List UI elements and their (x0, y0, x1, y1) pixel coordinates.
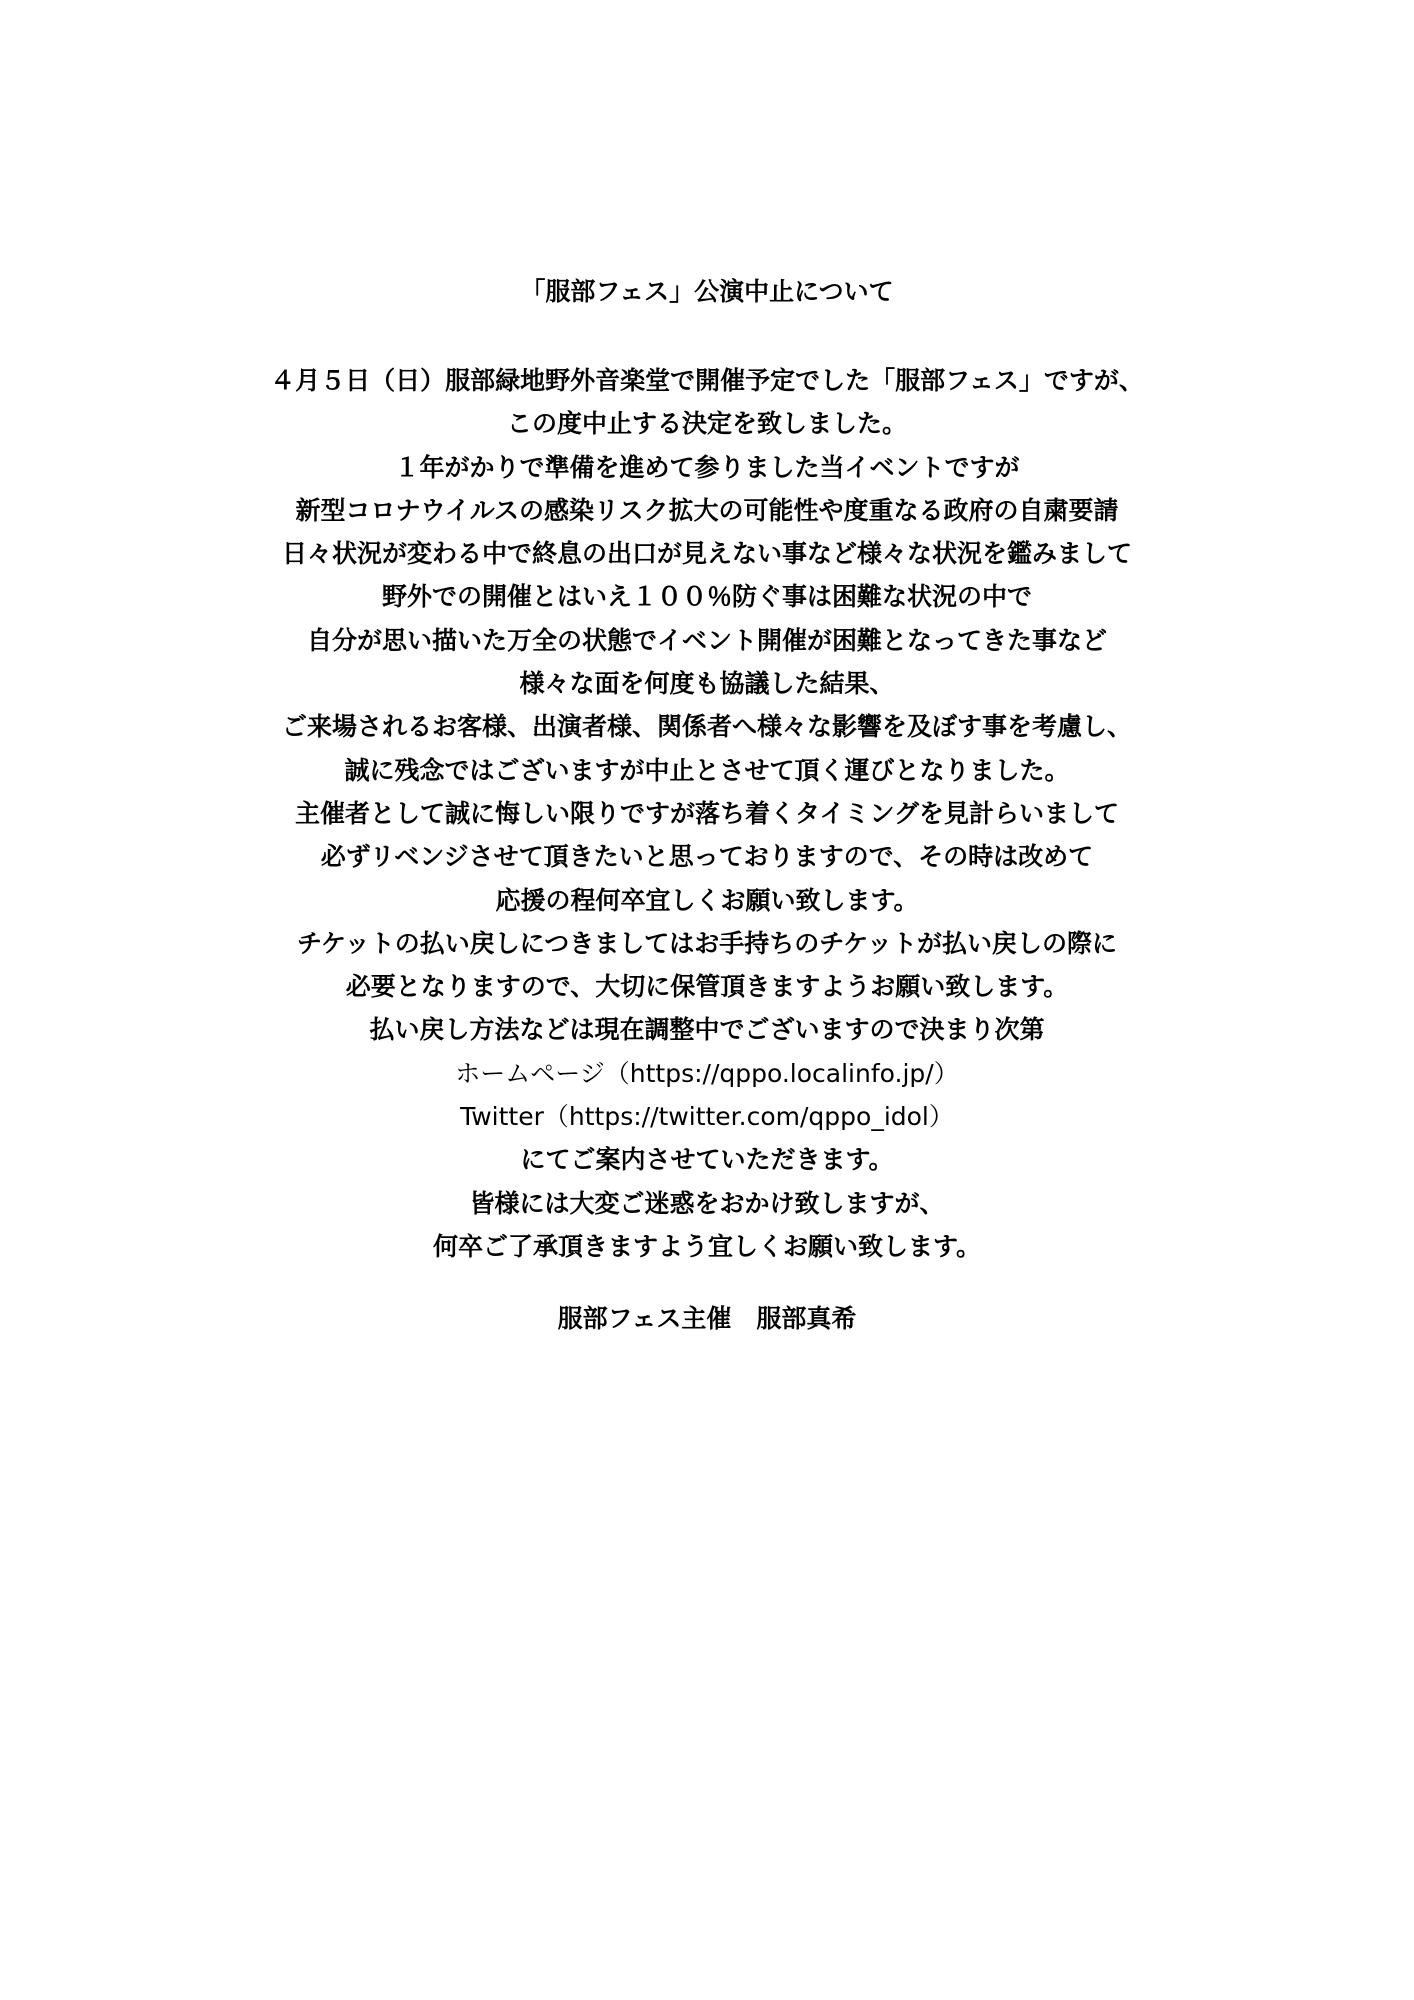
body-line: 必ずリベンジさせて頂きたいと思っておりますので、その時は改めて (320, 842, 1094, 872)
document-title: 「服部フェス」公演中止について (520, 277, 894, 306)
body-line: 誠に残念ではございますが中止とさせて頂く運びとなりました。 (344, 755, 1070, 785)
body-line: にてご案内させていただきます。 (520, 1145, 894, 1175)
body-line: 何卒ご了承頂きますよう宜しくお願い致します。 (432, 1231, 981, 1261)
body-line: 応援の程何卒宜しくお願い致します。 (495, 885, 919, 915)
body-line: 新型コロナウイルスの感染リスク拡大の可能性や度重なる政府の自粛要請 (295, 495, 1119, 525)
body-line: この度中止する決定を致しました。 (506, 409, 907, 439)
announcement-body (0, 359, 1414, 1268)
body-line: 野外での開催とはいえ１００％防ぐ事は困難な状況の中で (381, 582, 1032, 612)
body-line: 自分が思い描いた万全の状態でイベント開催が困難となってきた事など (306, 625, 1107, 655)
body-line: 払い戻し方法などは現在調整中でございますので決まり次第 (369, 1015, 1045, 1045)
body-line: 様々な面を何度も協議した結果、 (519, 669, 895, 699)
body-line: 日々状況が変わる中で終息の出口が見えない事など様々な状況を鑑みまして (281, 539, 1132, 569)
body-line: ４月５日（日）服部緑地野外音楽堂で開催予定でした「服部フェス」ですが、 (270, 366, 1144, 395)
body-line: 主催者として誠に悔しい限りですが落ち着くタイミングを見計らいまして (294, 798, 1119, 828)
twitter-url-line: Twitter（https://twitter.com/qppo_idol） (460, 1102, 954, 1132)
signature: 服部フェス主催 服部真希 (557, 1304, 857, 1333)
homepage-url-line: ホームページ（https://qppo.localinfo.jp/） (455, 1058, 959, 1088)
body-line: ご来場されるお客様、出演者様、関係者へ様々な影響を及ぼす事を考慮し、 (281, 712, 1132, 742)
body-line: チケットの払い戻しにつきましてはお手持ちのチケットが払い戻しの際に (296, 928, 1117, 958)
body-line: 必要となりますので、大切に保管頂きますようお願い致します。 (345, 972, 1069, 1002)
body-line: 皆様には大変ご迷惑をおかけ致しますが、 (469, 1188, 945, 1218)
body-line: １年がかりで準備を進めて参りました当イベントですが (394, 452, 1020, 482)
